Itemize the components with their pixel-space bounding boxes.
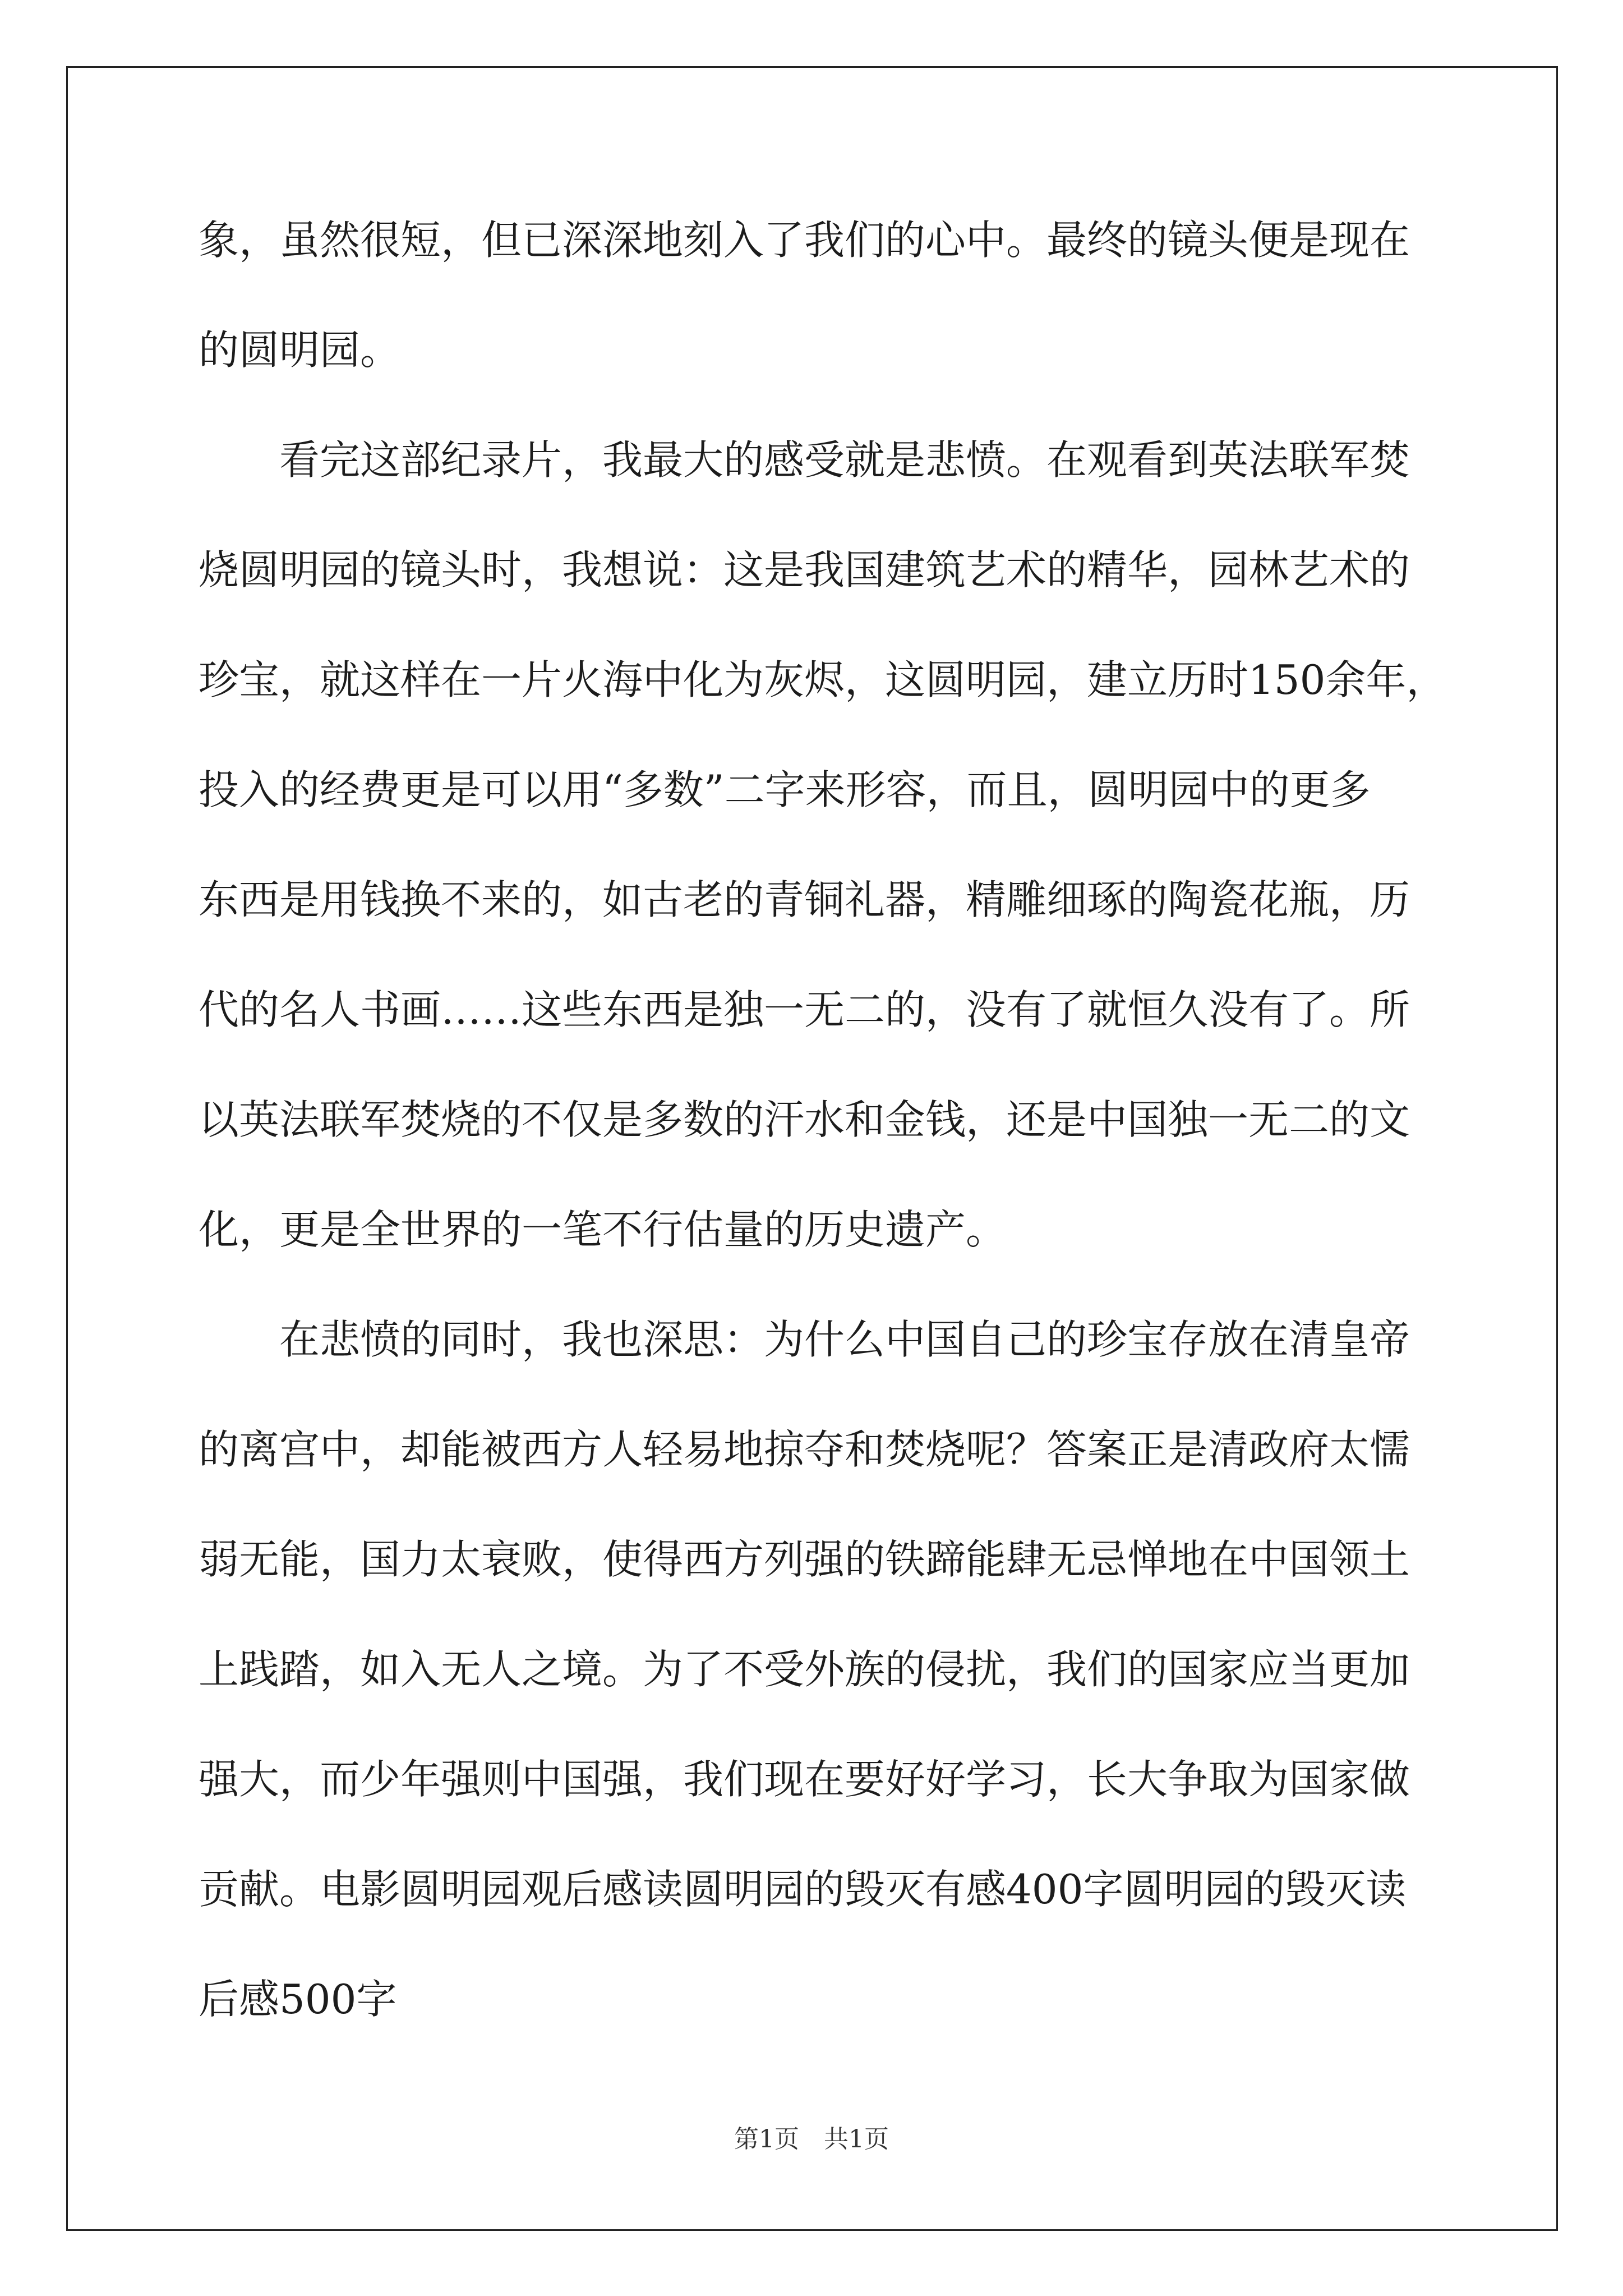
text-line: 珍宝，就这样在一片火海中化为灰烬，这圆明园，建立历时150余年，	[199, 656, 1447, 703]
text-line: 上践踏，如入无人之境。为了不受外族的侵扰，我们的国家应当更加	[199, 1646, 1410, 1693]
text-line: 的离宫中，却能被西方人轻易地掠夺和焚烧呢？答案正是清政府太懦	[199, 1426, 1410, 1473]
text-line: 化，更是全世界的一笔不行估量的历史遗产。	[199, 1206, 1007, 1253]
text-line: 东西是用钱换不来的，如古老的青铜礼器，精雕细琢的陶瓷花瓶，历	[199, 876, 1410, 923]
text-line: 的圆明园。	[199, 326, 401, 374]
page-number-footer: 第1页 共1页	[734, 2125, 889, 2154]
text-line: 以英法联军焚烧的不仅是多数的汗水和金钱，还是中国独一无二的文	[199, 1096, 1410, 1143]
text-line: 弱无能，国力太衰败，使得西方列强的铁蹄能肆无忌惮地在中国领土	[199, 1536, 1410, 1583]
text-line: 强大，而少年强则中国强，我们现在要好好学习，长大争取为国家做	[199, 1756, 1410, 1803]
text-line: 后感500字	[199, 1976, 397, 2023]
text-line: 代的名人书画……这些东西是独一无二的，没有了就恒久没有了。所	[199, 986, 1410, 1033]
text-line: 烧圆明园的镜头时，我想说：这是我国建筑艺术的精华，园林艺术的	[199, 546, 1410, 593]
text-line: 象，虽然很短，但已深深地刻入了我们的心中。最终的镜头便是现在	[199, 217, 1410, 264]
text-line: 投入的经费更是可以用“多数”二字来形容，而且，圆明园中的更多	[199, 766, 1371, 813]
text-line: 贡献。电影圆明园观后感读圆明园的毁灭有感400字圆明园的毁灭读	[199, 1866, 1407, 1913]
paragraph-start-line: 在悲愤的同时，我也深思：为什么中国自己的珍宝存放在清皇帝	[279, 1316, 1410, 1363]
paragraph-start-line: 看完这部纪录片，我最大的感受就是悲愤。在观看到英法联军焚	[279, 436, 1410, 484]
